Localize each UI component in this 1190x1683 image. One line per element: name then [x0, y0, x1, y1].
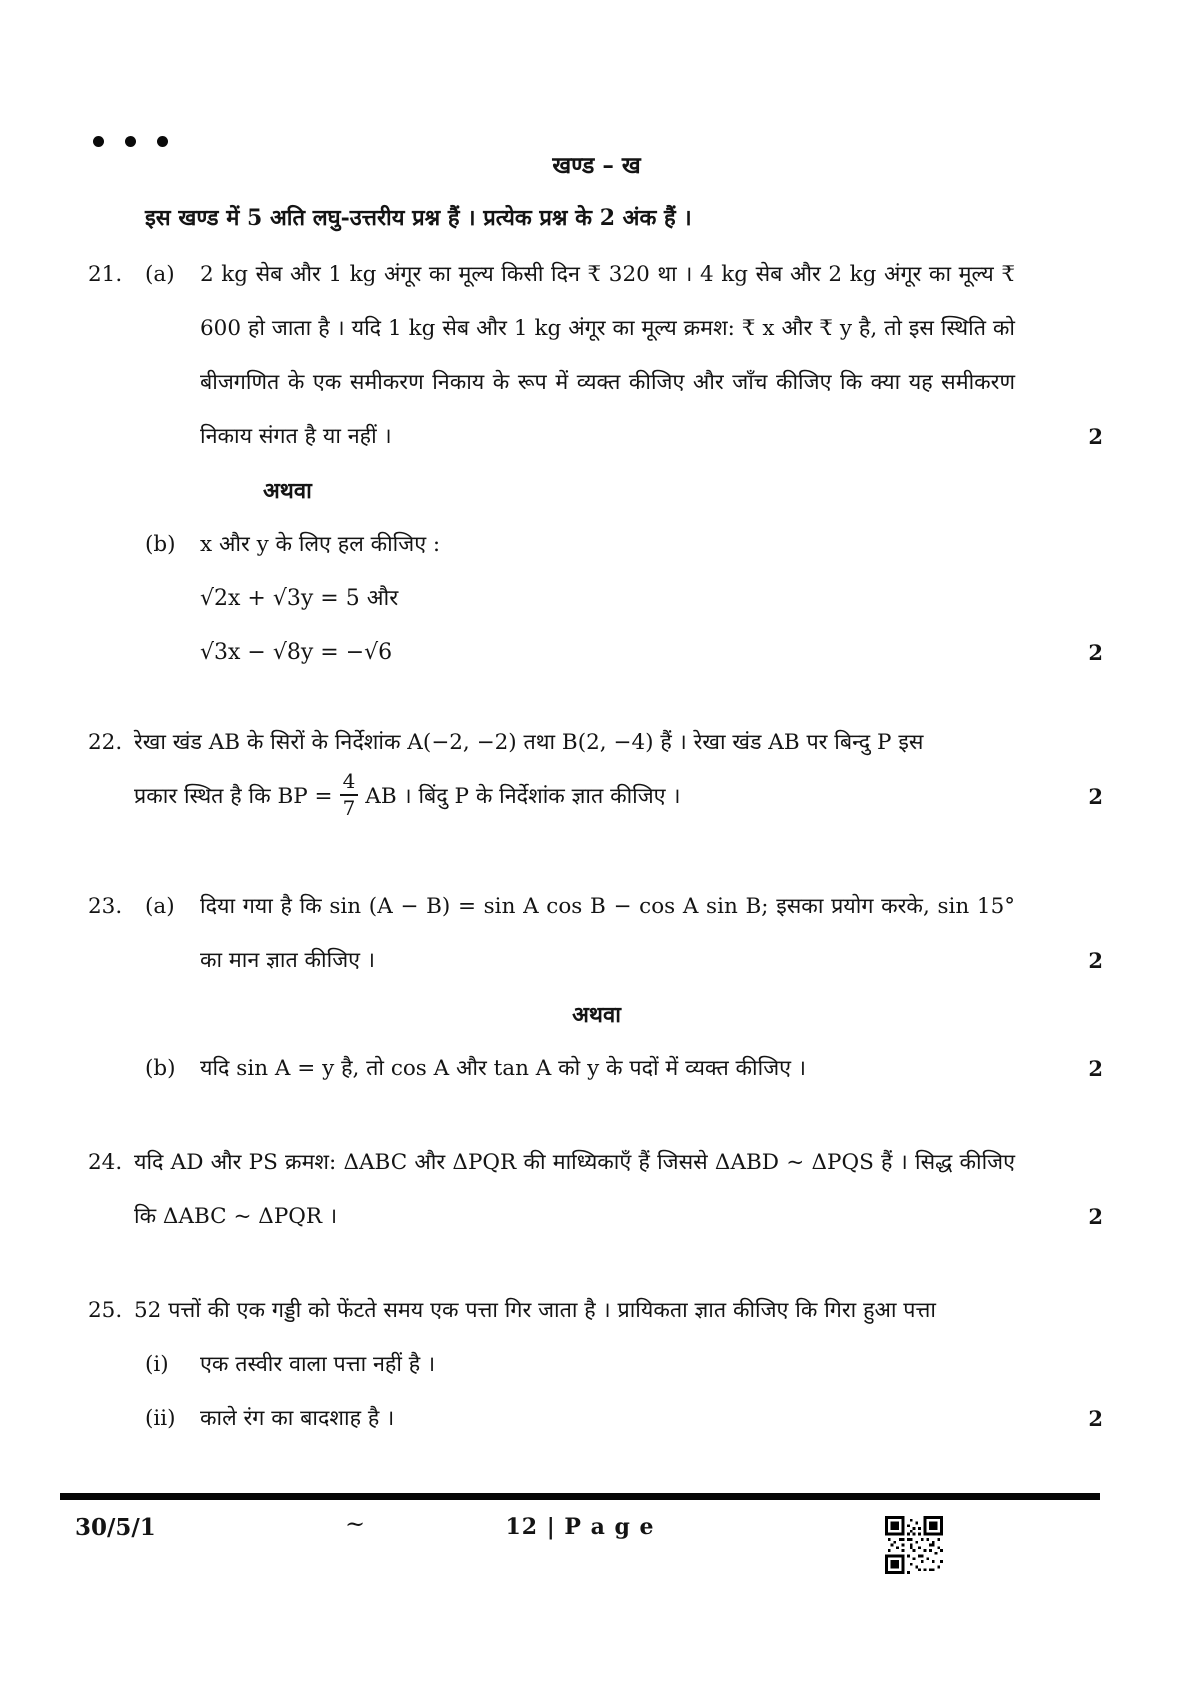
subitem-text: एक तस्वीर वाला पत्ता नहीं है । — [200, 1352, 436, 1377]
page-content — [88, 146, 1105, 1446]
question-number: 21. — [88, 262, 123, 287]
marks-value: 2 — [1088, 1406, 1103, 1431]
fraction-4-7 — [340, 770, 359, 820]
question-23a — [88, 880, 1105, 988]
subitem-label: (i) — [145, 1352, 169, 1377]
question-text — [200, 518, 1015, 680]
marks-value: 2 — [1088, 784, 1103, 809]
tilde-mark: ~ — [345, 1510, 366, 1538]
question-number: 24. — [88, 1150, 123, 1175]
subitem-text: काले रंग का बादशाह है । — [200, 1406, 395, 1431]
question-text — [134, 716, 1015, 824]
marks-value: 2 — [1088, 640, 1103, 665]
fraction-numerator: 4 — [340, 770, 359, 796]
question-23b — [88, 1042, 1105, 1096]
section-intro: इस खण्ड में 5 अति लघु-उत्तरीय प्रश्न हैं । प्रत्येक प्रश्न के 2 अंक हैं । — [145, 205, 692, 231]
line-prefix: प्रकार स्थित है कि BP = — [134, 784, 333, 809]
marks-value: 2 — [1088, 424, 1103, 449]
paper-code: 30/5/1 — [75, 1514, 156, 1541]
question-line-fraction — [134, 770, 1015, 824]
marks-value: 2 — [1088, 1056, 1103, 1081]
equation-1: √2x + √3y = 5 और — [200, 586, 399, 611]
question-number — [88, 518, 134, 680]
question-text: 2 kg सेब और 1 kg अंगूर का मूल्य किसी दिन ₹ 320 था । 4 kg सेब और 2 kg अंगूर का मूल्य ₹ 600 हो जाता है । यदि 1 kg सेब और 1 kg अंगूर का मूल्य क्रमश: ₹ x और ₹ y है, तो इस स्थिति को बीजगणित के एक समीकरण निकाय के रूप में व्यक्त कीजिए और जाँच कीजिए कि क्या यह समीकरण निकाय संगत है या नहीं । — [200, 262, 1015, 449]
option-label: (a) — [145, 894, 175, 919]
question-text: यदि AD और PS क्रमश: ΔABC और ΔPQR की माध्यिकाएँ हैं जिससे ΔABD ~ ΔPQS हैं । सिद्ध कीजिए कि ΔABC ~ ΔPQR । — [134, 1150, 1015, 1229]
footer-row — [60, 1500, 1100, 1580]
question-22 — [88, 716, 1105, 824]
footer-rule — [60, 1493, 1100, 1500]
marks-value: 2 — [1088, 948, 1103, 973]
question-25-i — [88, 1338, 1105, 1392]
question-text: 52 पत्तों की एक गड्डी को फेंटते समय एक पत्ता गिर जाता है । प्रायिकता ज्ञात कीजिए कि गिरा हुआ पत्ता — [134, 1298, 936, 1323]
question-line: रेखा खंड AB के सिरों के निर्देशांक A(−2, −2) तथा B(2, −4) हैं । रेखा खंड AB पर बिन्दु P इस — [134, 730, 924, 755]
question-text: दिया गया है कि sin (A − B) = sin A cos B − cos A sin B; इसका प्रयोग करके, sin 15° का मान ज्ञात कीजिए । — [200, 894, 1015, 973]
question-number — [88, 1042, 134, 1096]
or-separator: अथवा — [572, 1002, 621, 1028]
question-line: x और y के लिए हल कीजिए : — [200, 532, 441, 557]
question-number: 22. — [88, 730, 123, 755]
line-suffix: AB । बिंदु P के निर्देशांक ज्ञात कीजिए । — [365, 784, 681, 809]
question-21a — [88, 248, 1105, 464]
qr-code — [885, 1516, 943, 1574]
equation-2: √3x − √8y = −√6 — [200, 640, 393, 665]
fraction-denominator: 7 — [342, 796, 356, 820]
question-25 — [88, 1284, 1105, 1338]
section-header: खण्ड – ख — [552, 152, 641, 179]
page-footer — [60, 1493, 1100, 1580]
or-separator: अथवा — [263, 478, 312, 504]
question-number — [88, 1392, 134, 1446]
option-label: (b) — [145, 1056, 176, 1081]
question-number — [88, 1338, 134, 1392]
option-label: (b) — [145, 532, 176, 557]
subitem-label: (ii) — [145, 1406, 176, 1431]
question-24 — [88, 1136, 1105, 1244]
question-number: 25. — [88, 1298, 123, 1323]
question-25-ii — [88, 1392, 1105, 1446]
page-number: 12 | P a g e — [505, 1514, 655, 1540]
marks-value: 2 — [1088, 1204, 1103, 1229]
question-21b — [88, 518, 1105, 680]
option-label: (a) — [145, 262, 175, 287]
question-text: यदि sin A = y है, तो cos A और tan A को y के पदों में व्यक्त कीजिए । — [200, 1056, 807, 1081]
question-number: 23. — [88, 894, 123, 919]
